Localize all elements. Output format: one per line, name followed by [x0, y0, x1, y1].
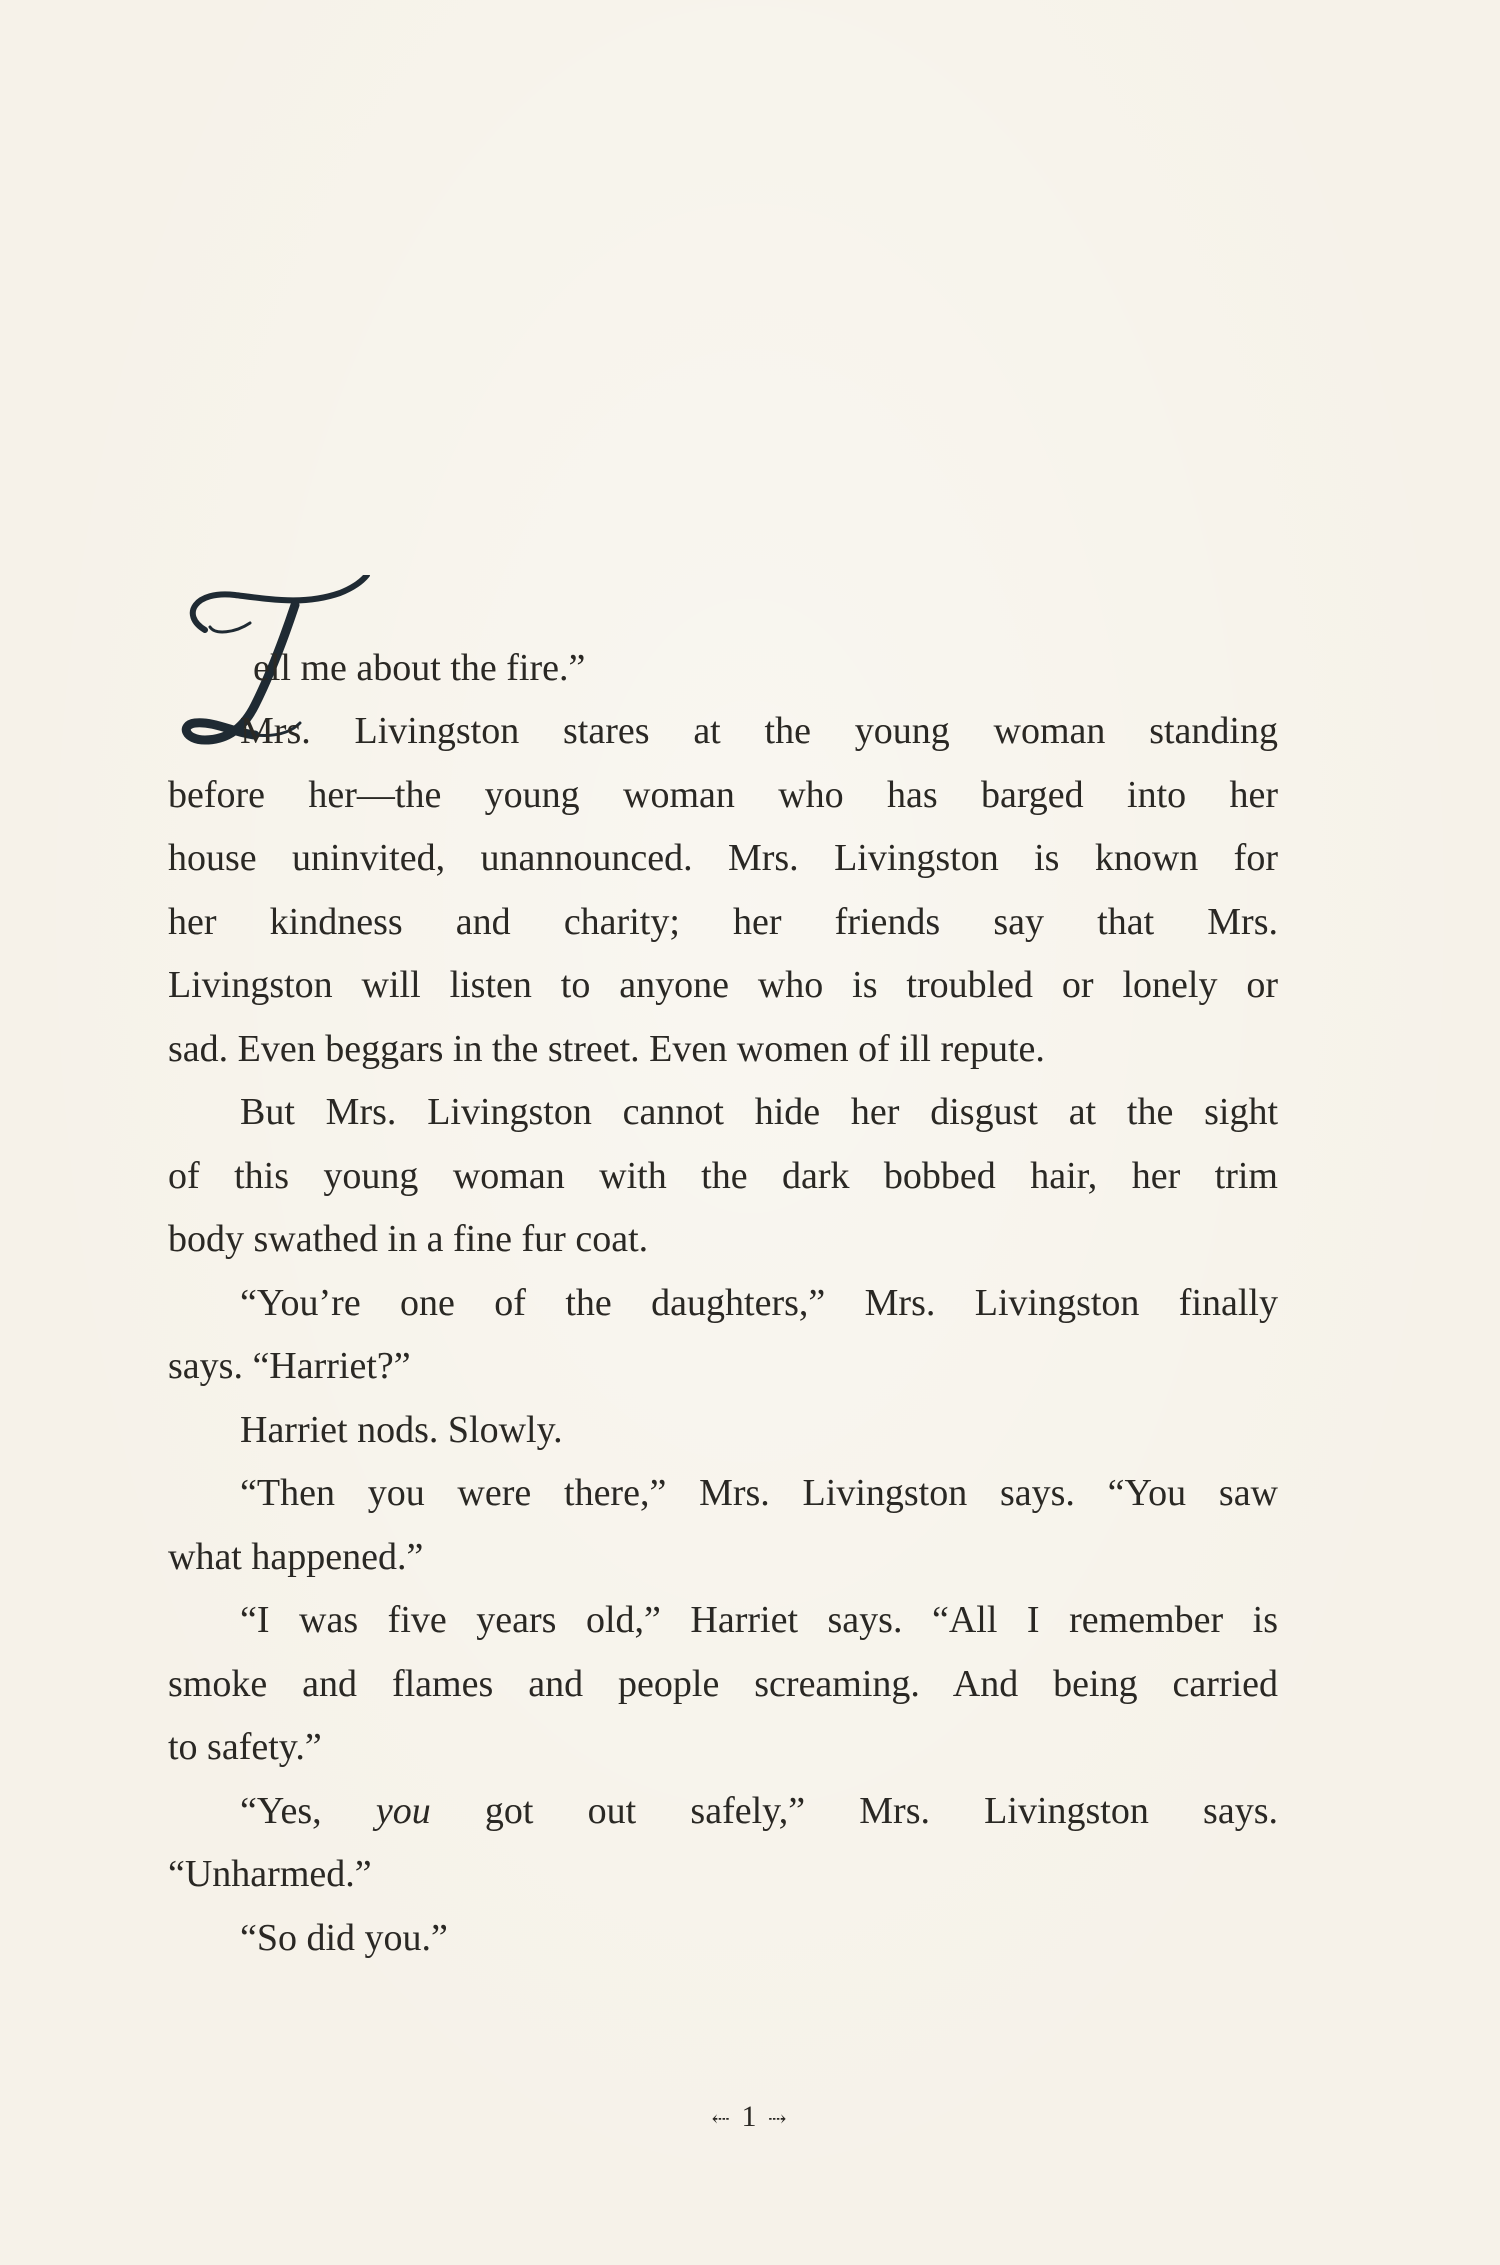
paragraph [168, 1780, 1278, 1907]
text-line: before her—the young woman who has barged into her [168, 773, 1278, 816]
paragraph [168, 1081, 1278, 1272]
paragraph [168, 1272, 1278, 1399]
text-line: Harriet nods. Slowly. [240, 1408, 563, 1451]
body-text [168, 646, 1278, 1970]
text-line: house uninvited, unannounced. Mrs. Livingston is known for [168, 837, 1278, 879]
text-line: her kindness and charity; her friends say that Mrs. [168, 900, 1278, 943]
italic-word: you [375, 1789, 431, 1832]
text-line-with-italic [168, 1780, 1278, 1844]
folio-ornament-right: ⇢ [768, 2106, 789, 2131]
text-line: to safety.” [168, 1726, 322, 1768]
paragraph [168, 1399, 1278, 1463]
text-line: “Then you were there,” Mrs. Livingston says. “You saw [240, 1472, 1278, 1514]
text-line: Livingston will listen to anyone who is troubled or lonely or [168, 964, 1278, 1006]
text-run: “Yes, [240, 1789, 376, 1832]
text-line: sad. Even beggars in the street. Even women of ill repute. [168, 1027, 1045, 1070]
text-line: says. “Harriet?” [168, 1345, 411, 1387]
text-line: “I was five years old,” Harriet says. “All I remember is [240, 1599, 1278, 1641]
text-line: of this young woman with the dark bobbed hair, her trim [168, 1154, 1278, 1197]
text-line: smoke and flames and people screaming. And being carried [168, 1662, 1278, 1705]
text-line: “Unharmed.” [168, 1853, 372, 1895]
text-line: Mrs. Livingston stares at the young woman standing [240, 710, 1278, 752]
text-line: But Mrs. Livingston cannot hide her disgust at the sight [240, 1091, 1278, 1133]
text-run: got out safely,” Mrs. Livingston says. [430, 1789, 1278, 1832]
text-line: what happened.” [168, 1535, 424, 1578]
paragraph [168, 700, 1278, 1081]
opening-text: ell me about the fire.” [253, 646, 586, 689]
page-number [0, 2100, 1500, 2134]
page-number-text: 1 [741, 2100, 759, 2133]
paragraph [168, 1589, 1278, 1780]
text-line: “So did you.” [240, 1916, 448, 1959]
opening-line [253, 637, 585, 701]
folio-ornament-left: ⇠ [711, 2106, 732, 2131]
paragraph [168, 1907, 1278, 1971]
text-line: body swathed in a fine fur coat. [168, 1218, 649, 1260]
paragraph [168, 1462, 1278, 1589]
text-line: “You’re one of the daughters,” Mrs. Livingston finally [240, 1281, 1278, 1324]
